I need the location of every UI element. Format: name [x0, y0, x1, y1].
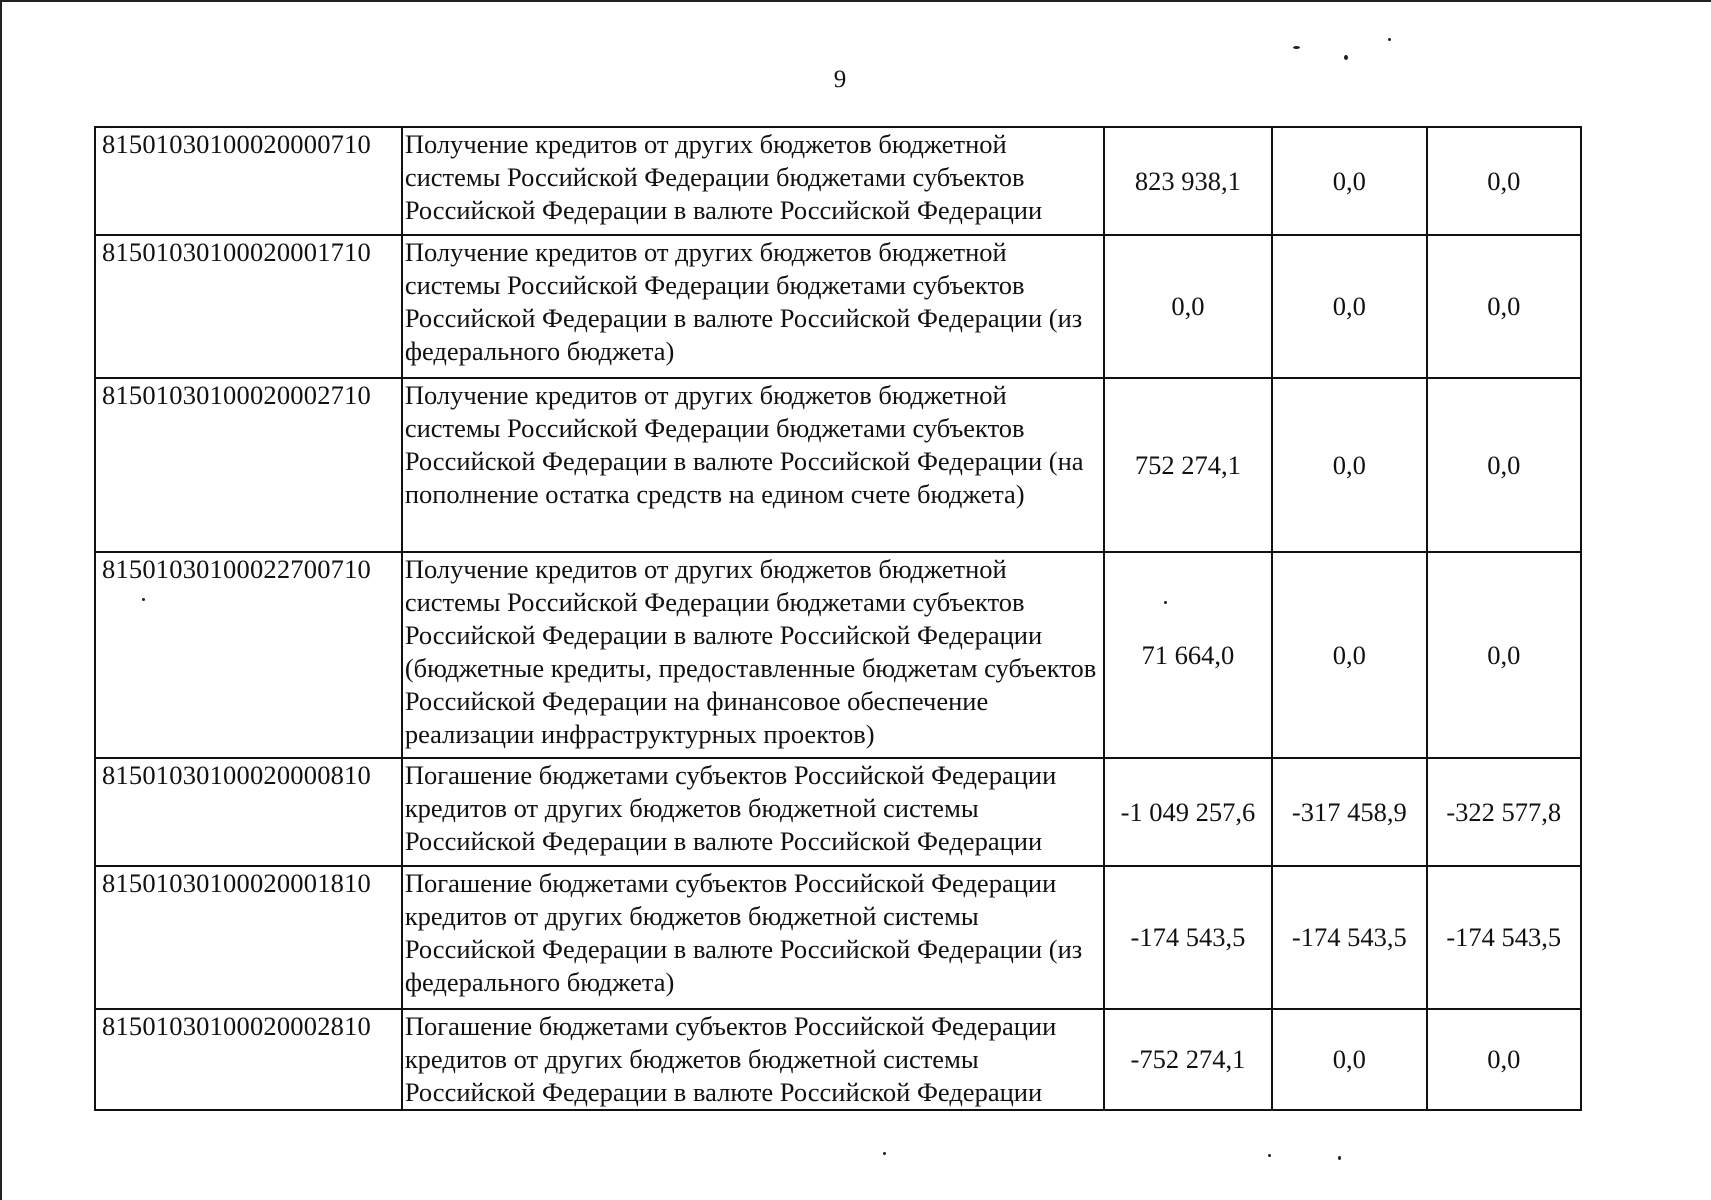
value-cell-1: -1 049 257,6	[1104, 758, 1272, 866]
page-number: 9	[833, 66, 847, 93]
table-row	[95, 127, 1581, 235]
description-cell: Погашение бюджетами субъектов Российской Федерации кредитов от других бюджетов бюджетной системы Российской Федерации в валюте Российской Федерации (из федерального бюджета)	[402, 866, 1104, 1009]
value-cell-2: -317 458,9	[1272, 758, 1426, 866]
value-cell-1: -752 274,1	[1104, 1009, 1272, 1110]
scan-speck	[1344, 55, 1348, 60]
value-cell-3: 0,0	[1427, 552, 1581, 758]
scan-speck	[1338, 1156, 1341, 1160]
budget-code-cell: 81501030100020001710	[95, 235, 402, 378]
budget-code-cell: 81501030100022700710	[95, 552, 402, 758]
table-row	[95, 1009, 1581, 1110]
table-row	[95, 552, 1581, 758]
budget-code-cell: 81501030100020000810	[95, 758, 402, 866]
table-row	[95, 758, 1581, 866]
value-cell-2: 0,0	[1272, 1009, 1426, 1110]
value-cell-3: -322 577,8	[1427, 758, 1581, 866]
value-cell-2: 0,0	[1272, 378, 1426, 552]
scan-speck	[1268, 1154, 1271, 1157]
value-cell-3: 0,0	[1427, 235, 1581, 378]
value-cell-1: 0,0	[1104, 235, 1272, 378]
scan-speck	[1388, 38, 1391, 41]
value-cell-2: -174 543,5	[1272, 866, 1426, 1009]
budget-code-cell: 81501030100020000710	[95, 127, 402, 235]
value-cell-1: 823 938,1	[1104, 127, 1272, 235]
value-cell-1: -174 543,5	[1104, 866, 1272, 1009]
scan-speck	[883, 1152, 886, 1155]
value-cell-3: 0,0	[1427, 1009, 1581, 1110]
value-cell-3: 0,0	[1427, 378, 1581, 552]
value-cell-3: 0,0	[1427, 127, 1581, 235]
table-row	[95, 235, 1581, 378]
description-cell: Получение кредитов от других бюджетов бюджетной системы Российской Федерации бюджетами субъектов Российской Федерации в валюте Российской Федерации (из федерального бюджета)	[402, 235, 1104, 378]
scan-speck	[1293, 46, 1300, 49]
description-cell: Погашение бюджетами субъектов Российской Федерации кредитов от других бюджетов бюджетной системы Российской Федерации в валюте Российской Федерации	[402, 1009, 1104, 1110]
value-cell-2: 0,0	[1272, 552, 1426, 758]
scan-edge-left	[0, 0, 2, 1200]
value-cell-1: 752 274,1	[1104, 378, 1272, 552]
table-row	[95, 378, 1581, 552]
value-cell-2: 0,0	[1272, 127, 1426, 235]
description-cell: Погашение бюджетами субъектов Российской Федерации кредитов от других бюджетов бюджетной системы Российской Федерации в валюте Российской Федерации	[402, 758, 1104, 866]
value-cell-2: 0,0	[1272, 235, 1426, 378]
description-cell: Получение кредитов от других бюджетов бюджетной системы Российской Федерации бюджетами субъектов Российской Федерации в валюте Российской Федерации (на пополнение остатка средств на едином счете бюджета)	[402, 378, 1104, 552]
budget-code-cell: 81501030100020002710	[95, 378, 402, 552]
table-body	[95, 127, 1581, 1110]
description-cell: Получение кредитов от других бюджетов бюджетной системы Российской Федерации бюджетами субъектов Российской Федерации в валюте Российской Федерации (бюджетные кредиты, предоставленные бюджетам субъектов Российской Федерации на финансовое обеспечение реализации инфраструктурных проектов)	[402, 552, 1104, 758]
value-cell-1: 71 664,0	[1104, 552, 1272, 758]
description-cell: Получение кредитов от других бюджетов бюджетной системы Российской Федерации бюджетами субъектов Российской Федерации в валюте Российской Федерации	[402, 127, 1104, 235]
budget-code-cell: 81501030100020001810	[95, 866, 402, 1009]
scan-edge-top	[0, 0, 1711, 2]
budget-code-cell: 81501030100020002810	[95, 1009, 402, 1110]
table-row	[95, 866, 1581, 1009]
budget-sources-table	[94, 126, 1582, 1111]
value-cell-3: -174 543,5	[1427, 866, 1581, 1009]
